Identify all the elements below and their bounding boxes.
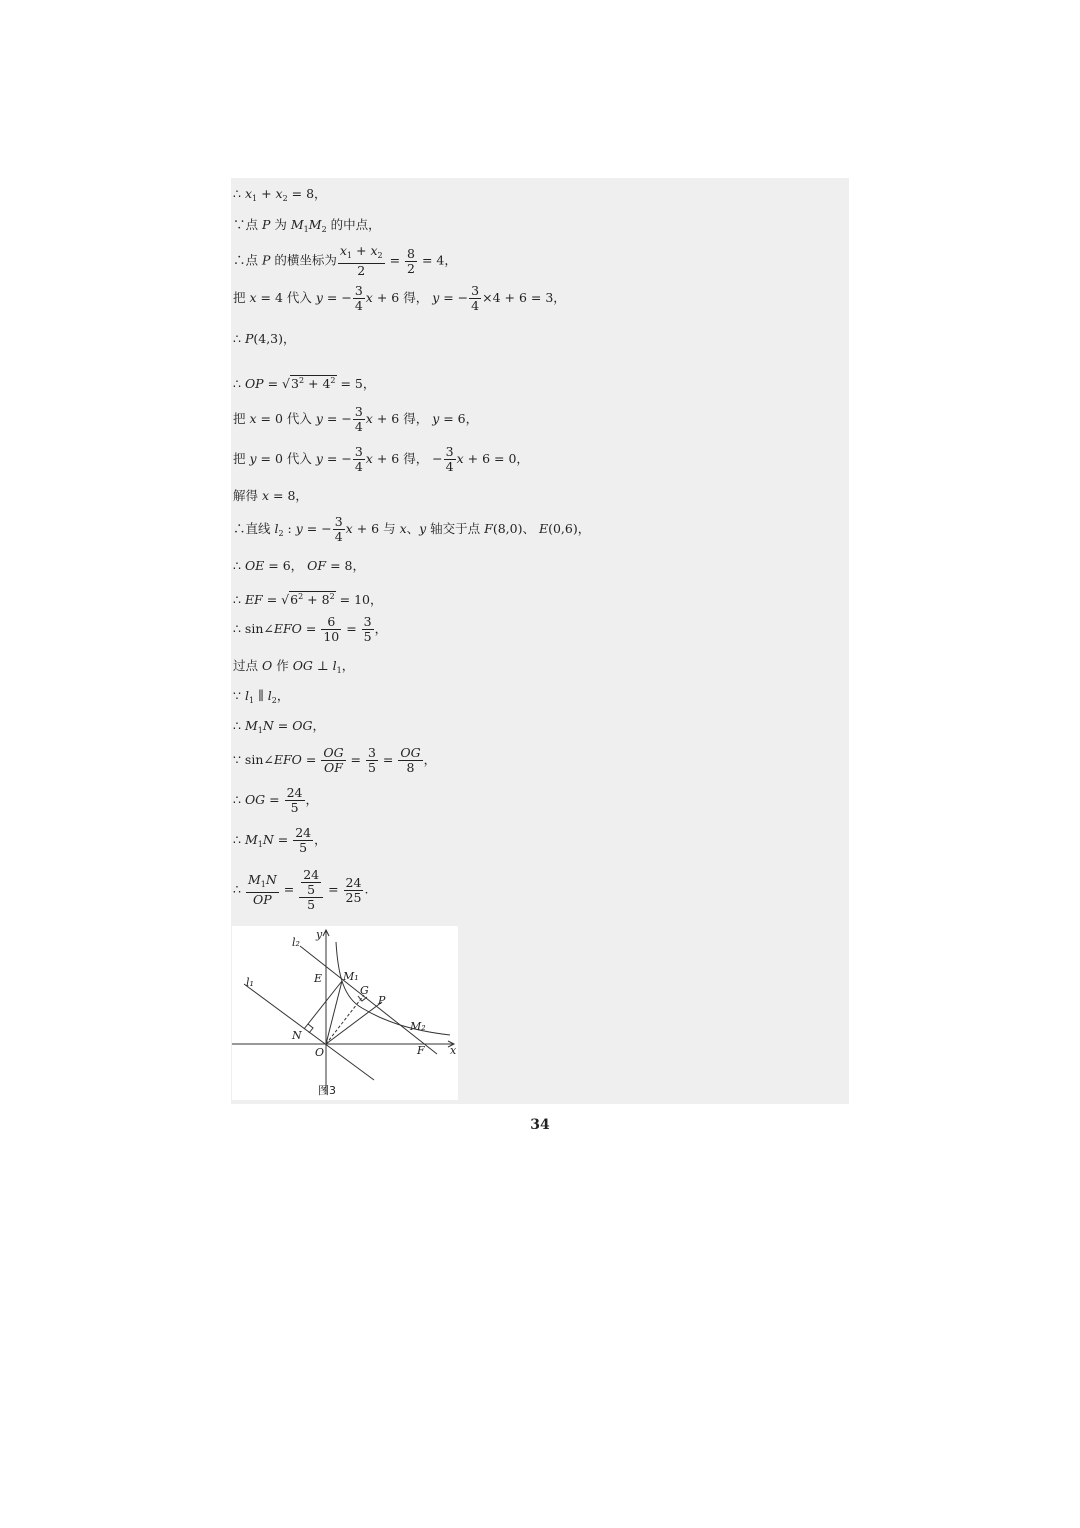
step-6: ∴ OP = $√3^2 + 4^2 = 5$，: [233, 376, 376, 391]
step-15: ∵ $l_1$ ∥ $l_2$，: [233, 688, 290, 705]
label-g: G: [360, 984, 369, 997]
figure-caption: 图3: [318, 1084, 336, 1097]
label-m2: M₂: [410, 1020, 426, 1033]
step-14: 过点 O 作 OG ⊥ $l_1$，: [233, 658, 355, 675]
label-l1: l₁: [246, 976, 254, 989]
step-19: ∴ $M_1N$ = $\frac{24}{5}$ ，: [233, 825, 327, 855]
label-f: F: [417, 1044, 425, 1057]
step-5: ∴ P(4,3)，: [233, 331, 296, 346]
step-3: ∴点 P 的横坐标为 $\frac{x_1 + x_2}{2}$ = $\frac{8}{2}$ = 4，: [233, 243, 457, 278]
step-20: ∴ $\frac{M_1N}{OP}$ = $\frac{\frac{24}{5}}{5}$ = $\frac{24}{25}$ .: [233, 867, 369, 912]
line-l1: [244, 984, 374, 1080]
step-7: 把 x = 0 代入 y = − $\frac{3}{4}$ x + 6 得， y = 6，: [233, 404, 479, 434]
label-l2: l₂: [292, 936, 300, 949]
label-n: N: [292, 1029, 302, 1042]
page-number: 34: [530, 1117, 550, 1133]
step-13: ∴ sin∠EFO = $\frac{6}{10}$ = $\frac{3}{5}$ ，: [233, 614, 388, 644]
step-2: ∵点 P 为 $M_1M_2$ 的中点，: [233, 217, 381, 234]
geometry-diagram: [232, 926, 458, 1100]
step-18: ∴ OG = $\frac{24}{5}$ ，: [233, 785, 319, 815]
label-m1: M₁: [343, 970, 359, 983]
step-1: ∴ $x_1 + x_2 = 8$，: [233, 186, 327, 203]
step-4: 把 x = 4 代入 y = − $\frac{3}{4}$ x + 6 得， y = − $\frac{3}{4}$ ×4 + 6 = 3，: [233, 283, 566, 313]
step-12: ∴ EF = $√6^2 + 8^2 = 10$，: [233, 592, 383, 607]
label-e: E: [314, 972, 323, 985]
label-p: P: [378, 994, 386, 1007]
step-9: 解得 x = 8，: [233, 488, 308, 503]
figure-3: [232, 926, 458, 1100]
step-11: ∴ OE = 6， OF = 8，: [233, 558, 365, 573]
step-10: ∴直线 $l_2$ : y = − $\frac{3}{4}$ x + 6 与 x、y 轴交于点 F(8,0)、 E(0,6)，: [233, 514, 591, 544]
step-8: 把 y = 0 代入 y = − $\frac{3}{4}$ x + 6 得， − $\frac{3}{4}$ x + 6 = 0，: [233, 444, 529, 474]
label-o: O: [315, 1046, 325, 1059]
line-l2: [300, 946, 437, 1054]
label-x: x: [450, 1044, 457, 1057]
label-y: y: [316, 928, 323, 941]
step-16: ∴ $M_1N$ = OG，: [233, 718, 325, 735]
hyperbola-curve: [336, 942, 450, 1035]
step-17: ∵ sin∠EFO = $\frac{OG}{OF}$ = $\frac{3}{5}$ = $\frac{OG}{8}$ ，: [233, 745, 437, 775]
